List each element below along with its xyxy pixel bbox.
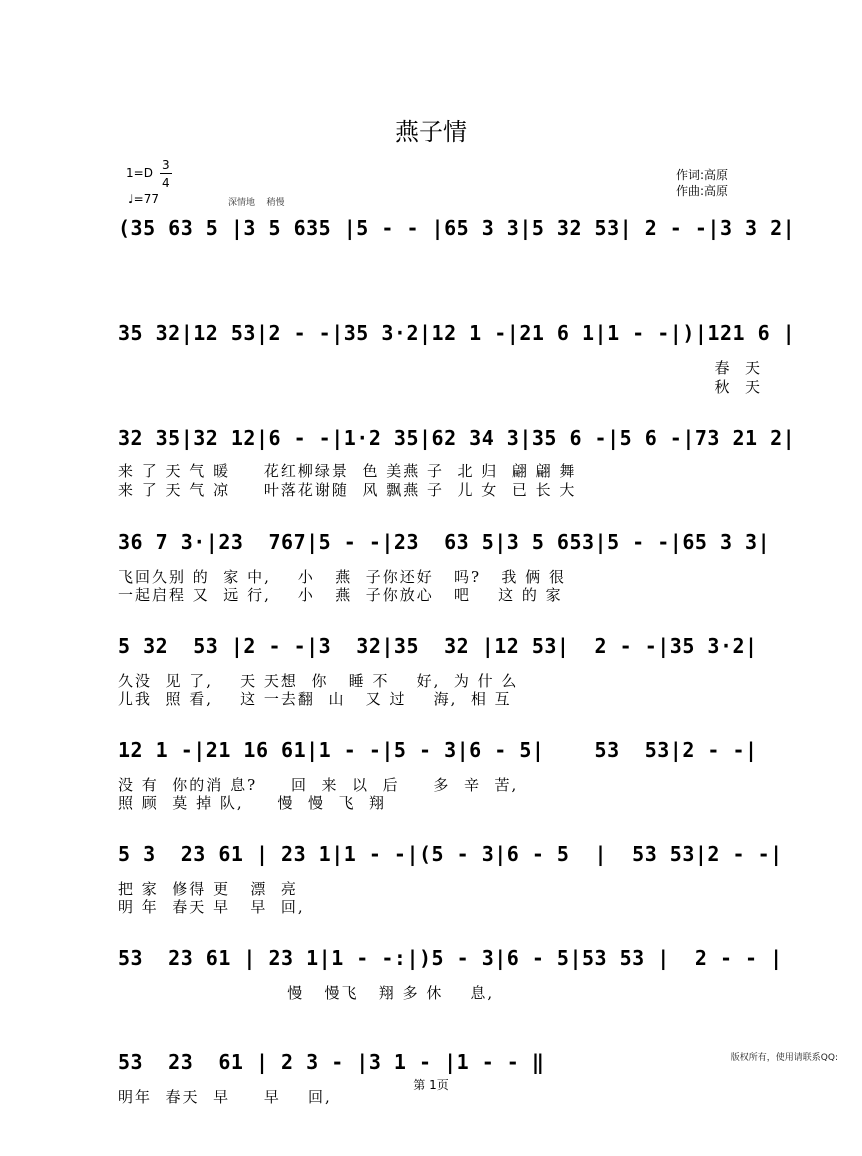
notation-line-4: 36 7 3·|23 767|5 - -|23 63 5|3 5 653|5 - -|65 3 3|: [118, 530, 771, 554]
lyric-line-3-verse-2: 来 了 天 气 凉 叶落花谢随 风 飘燕 子 儿 女 已 长 大: [118, 481, 577, 499]
lyric-line-5-verse-1: 久没 见 了, 天 天想 你 睡 不 好, 为 什 么: [118, 672, 519, 690]
copyright-notice: 版权所有，使用请联系QQ:: [730, 1053, 838, 1063]
notation-line-7: 5 3 23 61 | 23 1|1 - -|(5 - 3|6 - 5 | 53 53|2 - -|: [118, 842, 783, 866]
notation-line-9: 53 23 61 | 2 3 - |3 1 - |1 - - ‖: [118, 1050, 545, 1074]
notation-line-5: 5 32 53 |2 - -|3 32|35 32 |12 53| 2 - -|35 3·2|: [118, 634, 758, 658]
lyric-line-7-verse-2: 明 年 春天 早 早 回,: [118, 898, 305, 916]
lyric-line-8: 慢 慢飞 翔 多 休 息,: [118, 984, 495, 1002]
lyric-line-3-verse-1: 来 了 天 气 暖 花红柳绿景 色 美燕 子 北 归 翩 翩 舞: [118, 462, 577, 480]
notation-line-8: 53 23 61 | 23 1|1 - -:|)5 - 3|6 - 5|53 53 | 2 - - |: [118, 946, 783, 970]
notation-line-2: 35 32|12 53|2 - -|35 3·2|12 1 -|21 6 1|1 - -|)|121 6 |: [118, 321, 796, 345]
lyric-line-5-verse-2: 儿我 照 看, 这 一去翻 山 又 过 海, 相 互: [118, 690, 512, 708]
lyric-line-6-verse-2: 照 顾 莫 掉 队, 慢 慢 飞 翔: [118, 794, 387, 812]
tempo-marking: ♩=77: [128, 192, 159, 206]
song-title: 燕子情: [395, 118, 467, 146]
time-signature-bottom: 4: [162, 176, 170, 190]
page-number: 第 1页: [413, 1078, 449, 1092]
lyric-line-4-verse-2: 一起启程 又 远 行, 小 燕 子你放心 吧 这 的 家: [118, 586, 563, 604]
lyric-line-2-verse-2: 秋 天: [714, 378, 762, 396]
time-signature-divider: [160, 173, 172, 174]
notation-line-1: (35 63 5 |3 5 635 |5 - - |65 3 3|5 32 53| 2 - -|3 3 2|: [118, 216, 796, 240]
lyric-line-2-verse-1: 春 天: [714, 359, 762, 377]
lyric-line-6-verse-1: 没 有 你的消 息? 回 来 以 后 多 辛 苦,: [118, 776, 519, 794]
lyric-line-9: 明年 春天 早 早 回,: [118, 1088, 332, 1106]
expression-marking: 深情地 稍慢: [228, 198, 285, 208]
lyricist-credit: 作词:高原: [676, 168, 729, 182]
key-signature: 1=D: [126, 166, 153, 180]
lyric-line-4-verse-1: 飞回久别 的 家 中, 小 燕 子你还好 吗? 我 俩 很: [118, 568, 566, 586]
notation-line-6: 12 1 -|21 16 61|1 - -|5 - 3|6 - 5| 53 53|2 - -|: [118, 738, 758, 762]
composer-credit: 作曲:高原: [676, 184, 729, 198]
lyric-line-7-verse-1: 把 家 修得 更 漂 亮: [118, 880, 298, 898]
time-signature-top: 3: [162, 158, 170, 172]
notation-line-3: 32 35|32 12|6 - -|1·2 35|62 34 3|35 6 -|5 6 -|73 21 2|: [118, 426, 796, 450]
